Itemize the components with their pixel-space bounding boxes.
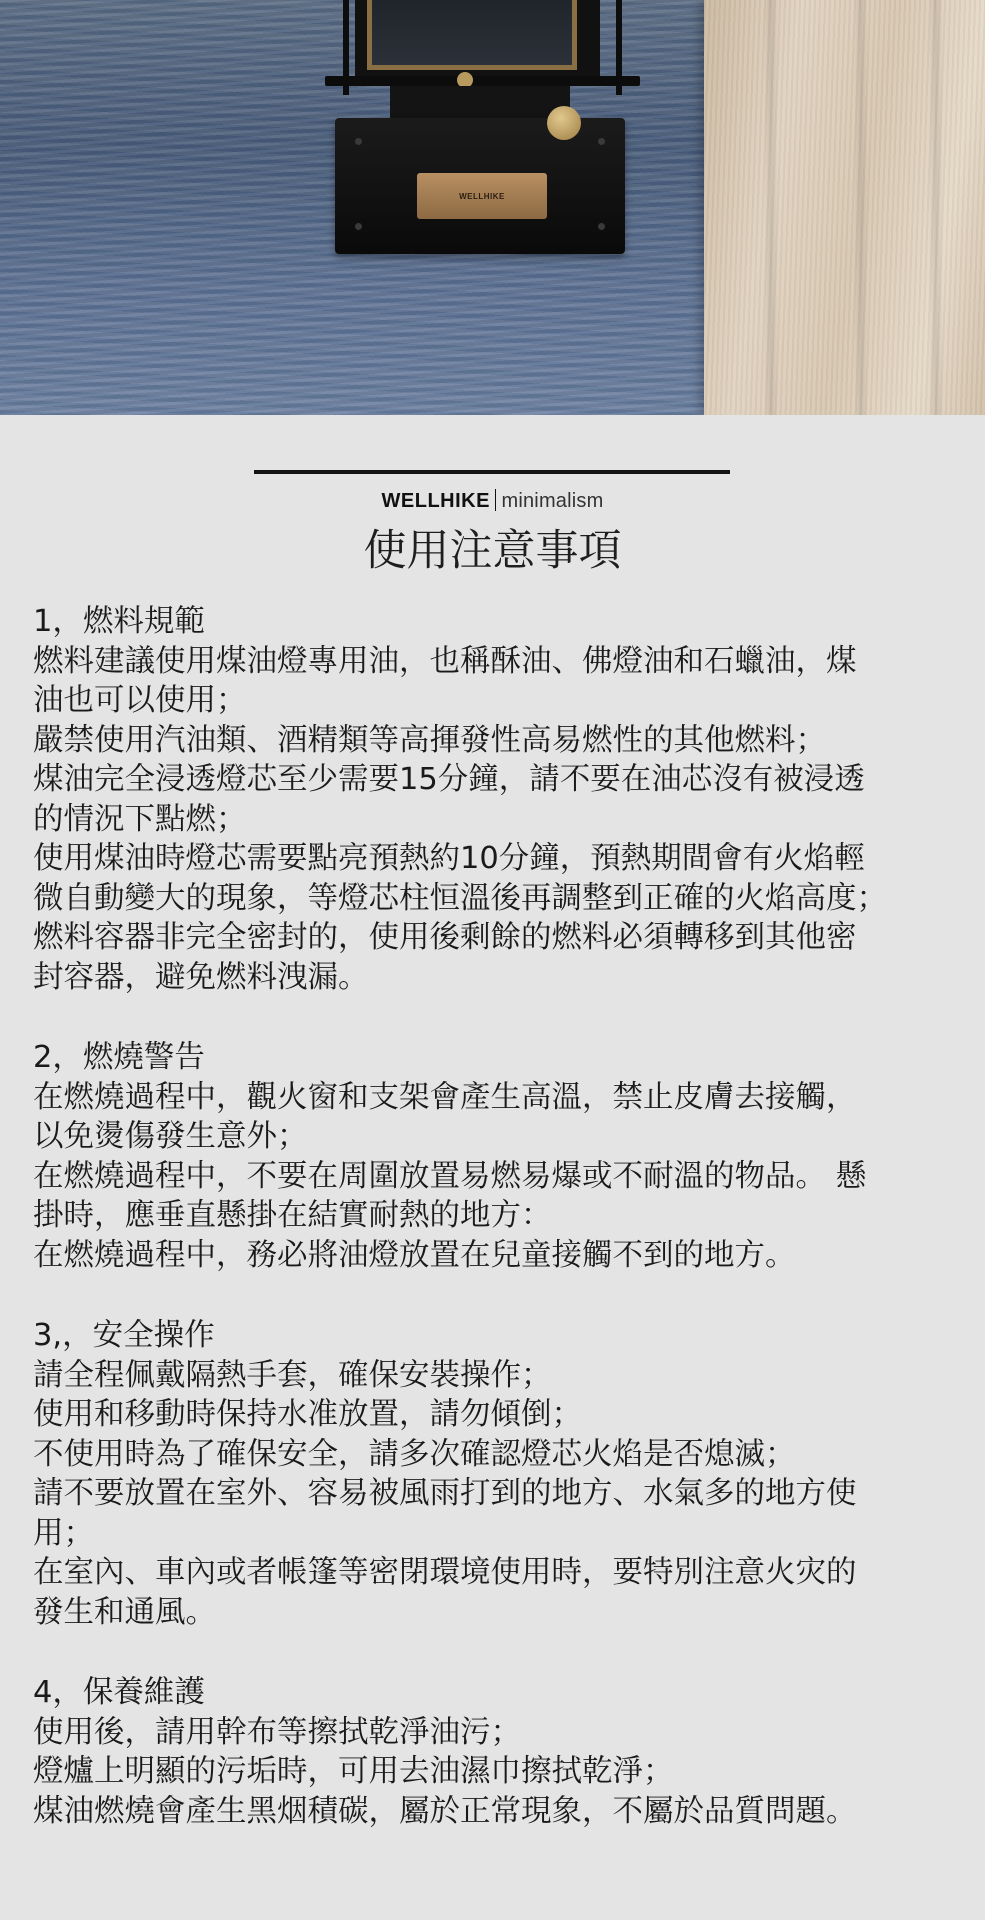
text-line: 燈爐上明顯的污垢時，可用去油濕巾擦拭乾淨；	[33, 1754, 674, 1789]
fabric-background	[704, 0, 985, 415]
section-combustion-warning	[33, 1038, 963, 1275]
lamp-base	[335, 118, 625, 254]
brand-divider	[495, 489, 497, 511]
section-fuel-specification	[33, 602, 963, 997]
wick-adjust-knob	[547, 106, 581, 140]
oil-lamp-image	[325, 0, 640, 260]
text-line: 使用煤油時燈芯需要點亮預熱約10分鐘，預熱期間會有火焰輕	[33, 841, 865, 876]
text-line: 在室內、車內或者帳篷等密閉環境使用時，要特別注意火灾的	[33, 1555, 857, 1590]
text-line: 以免燙傷發生意外；	[33, 1119, 308, 1154]
text-line: 嚴禁使用汽油類、酒精類等高揮發性高易燃性的其他燃料；	[33, 722, 826, 758]
text-line: 用；	[33, 1515, 94, 1551]
text-line: 在燃燒過程中，觀火窗和支架會產生高溫，禁止皮膚去接觸，	[33, 1079, 857, 1115]
notice-content	[33, 602, 963, 1872]
text-line: 油也可以使用；	[33, 683, 247, 718]
text-line: 微自動變大的現象，等燈芯柱恒溫後再調整到正確的火焰高度；	[33, 880, 887, 916]
lamp-viewing-window	[367, 0, 577, 70]
section-heading: 3,，安全操作	[33, 1318, 215, 1353]
text-line: 使用和移動時保持水准放置，請勿傾倒；	[33, 1397, 582, 1432]
text-line: 封容器，避免燃料洩漏。	[33, 959, 369, 995]
lamp-brand-badge: WELLHIKE	[417, 173, 547, 219]
section-heading: 4，保養維護	[33, 1675, 205, 1710]
header-rule	[254, 470, 730, 474]
text-line: 燃料建議使用煤油燈專用油，也稱酥油、佛燈油和石蠟油，煤	[33, 643, 857, 679]
text-line: 的情況下點燃；	[33, 801, 247, 837]
text-line: 不使用時為了確保安全，請多次確認燈芯火焰是否熄滅；	[33, 1436, 796, 1472]
text-line: 在燃燒過程中，務必將油燈放置在兒童接觸不到的地方。	[33, 1237, 796, 1273]
text-line: 發生和通風。	[33, 1594, 216, 1630]
text-line: 掛時，應垂直懸掛在結實耐熱的地方：	[33, 1198, 552, 1233]
text-line: 煤油完全浸透燈芯至少需要15分鐘，請不要在油芯沒有被浸透	[33, 762, 865, 797]
hero-photo	[0, 0, 985, 415]
brand-logo	[0, 488, 985, 514]
text-line: 煤油燃燒會產生黑烟積碳，屬於正常現象，不屬於品質問題。	[33, 1793, 857, 1829]
text-line: 使用後，請用幹布等擦拭乾淨油污；	[33, 1714, 521, 1750]
text-line: 燃料容器非完全密封的，使用後剩餘的燃料必須轉移到其他密	[33, 920, 857, 955]
section-heading: 1，燃料規範	[33, 604, 205, 639]
brand-tagline: minimalism	[501, 490, 604, 512]
brand-name: WELLHIKE	[381, 490, 490, 512]
text-line: 請不要放置在室外、容易被風雨打到的地方、水氣多的地方使	[33, 1476, 857, 1511]
section-maintenance	[33, 1673, 963, 1831]
text-line: 請全程佩戴隔熱手套，確保安裝操作；	[33, 1357, 552, 1393]
section-heading: 2，燃燒警告	[33, 1040, 205, 1075]
page-title: 使用注意事項	[363, 526, 622, 576]
text-line: 在燃燒過程中，不要在周圍放置易燃易爆或不耐溫的物品。 懸	[33, 1158, 867, 1194]
section-safe-operation	[33, 1316, 963, 1632]
